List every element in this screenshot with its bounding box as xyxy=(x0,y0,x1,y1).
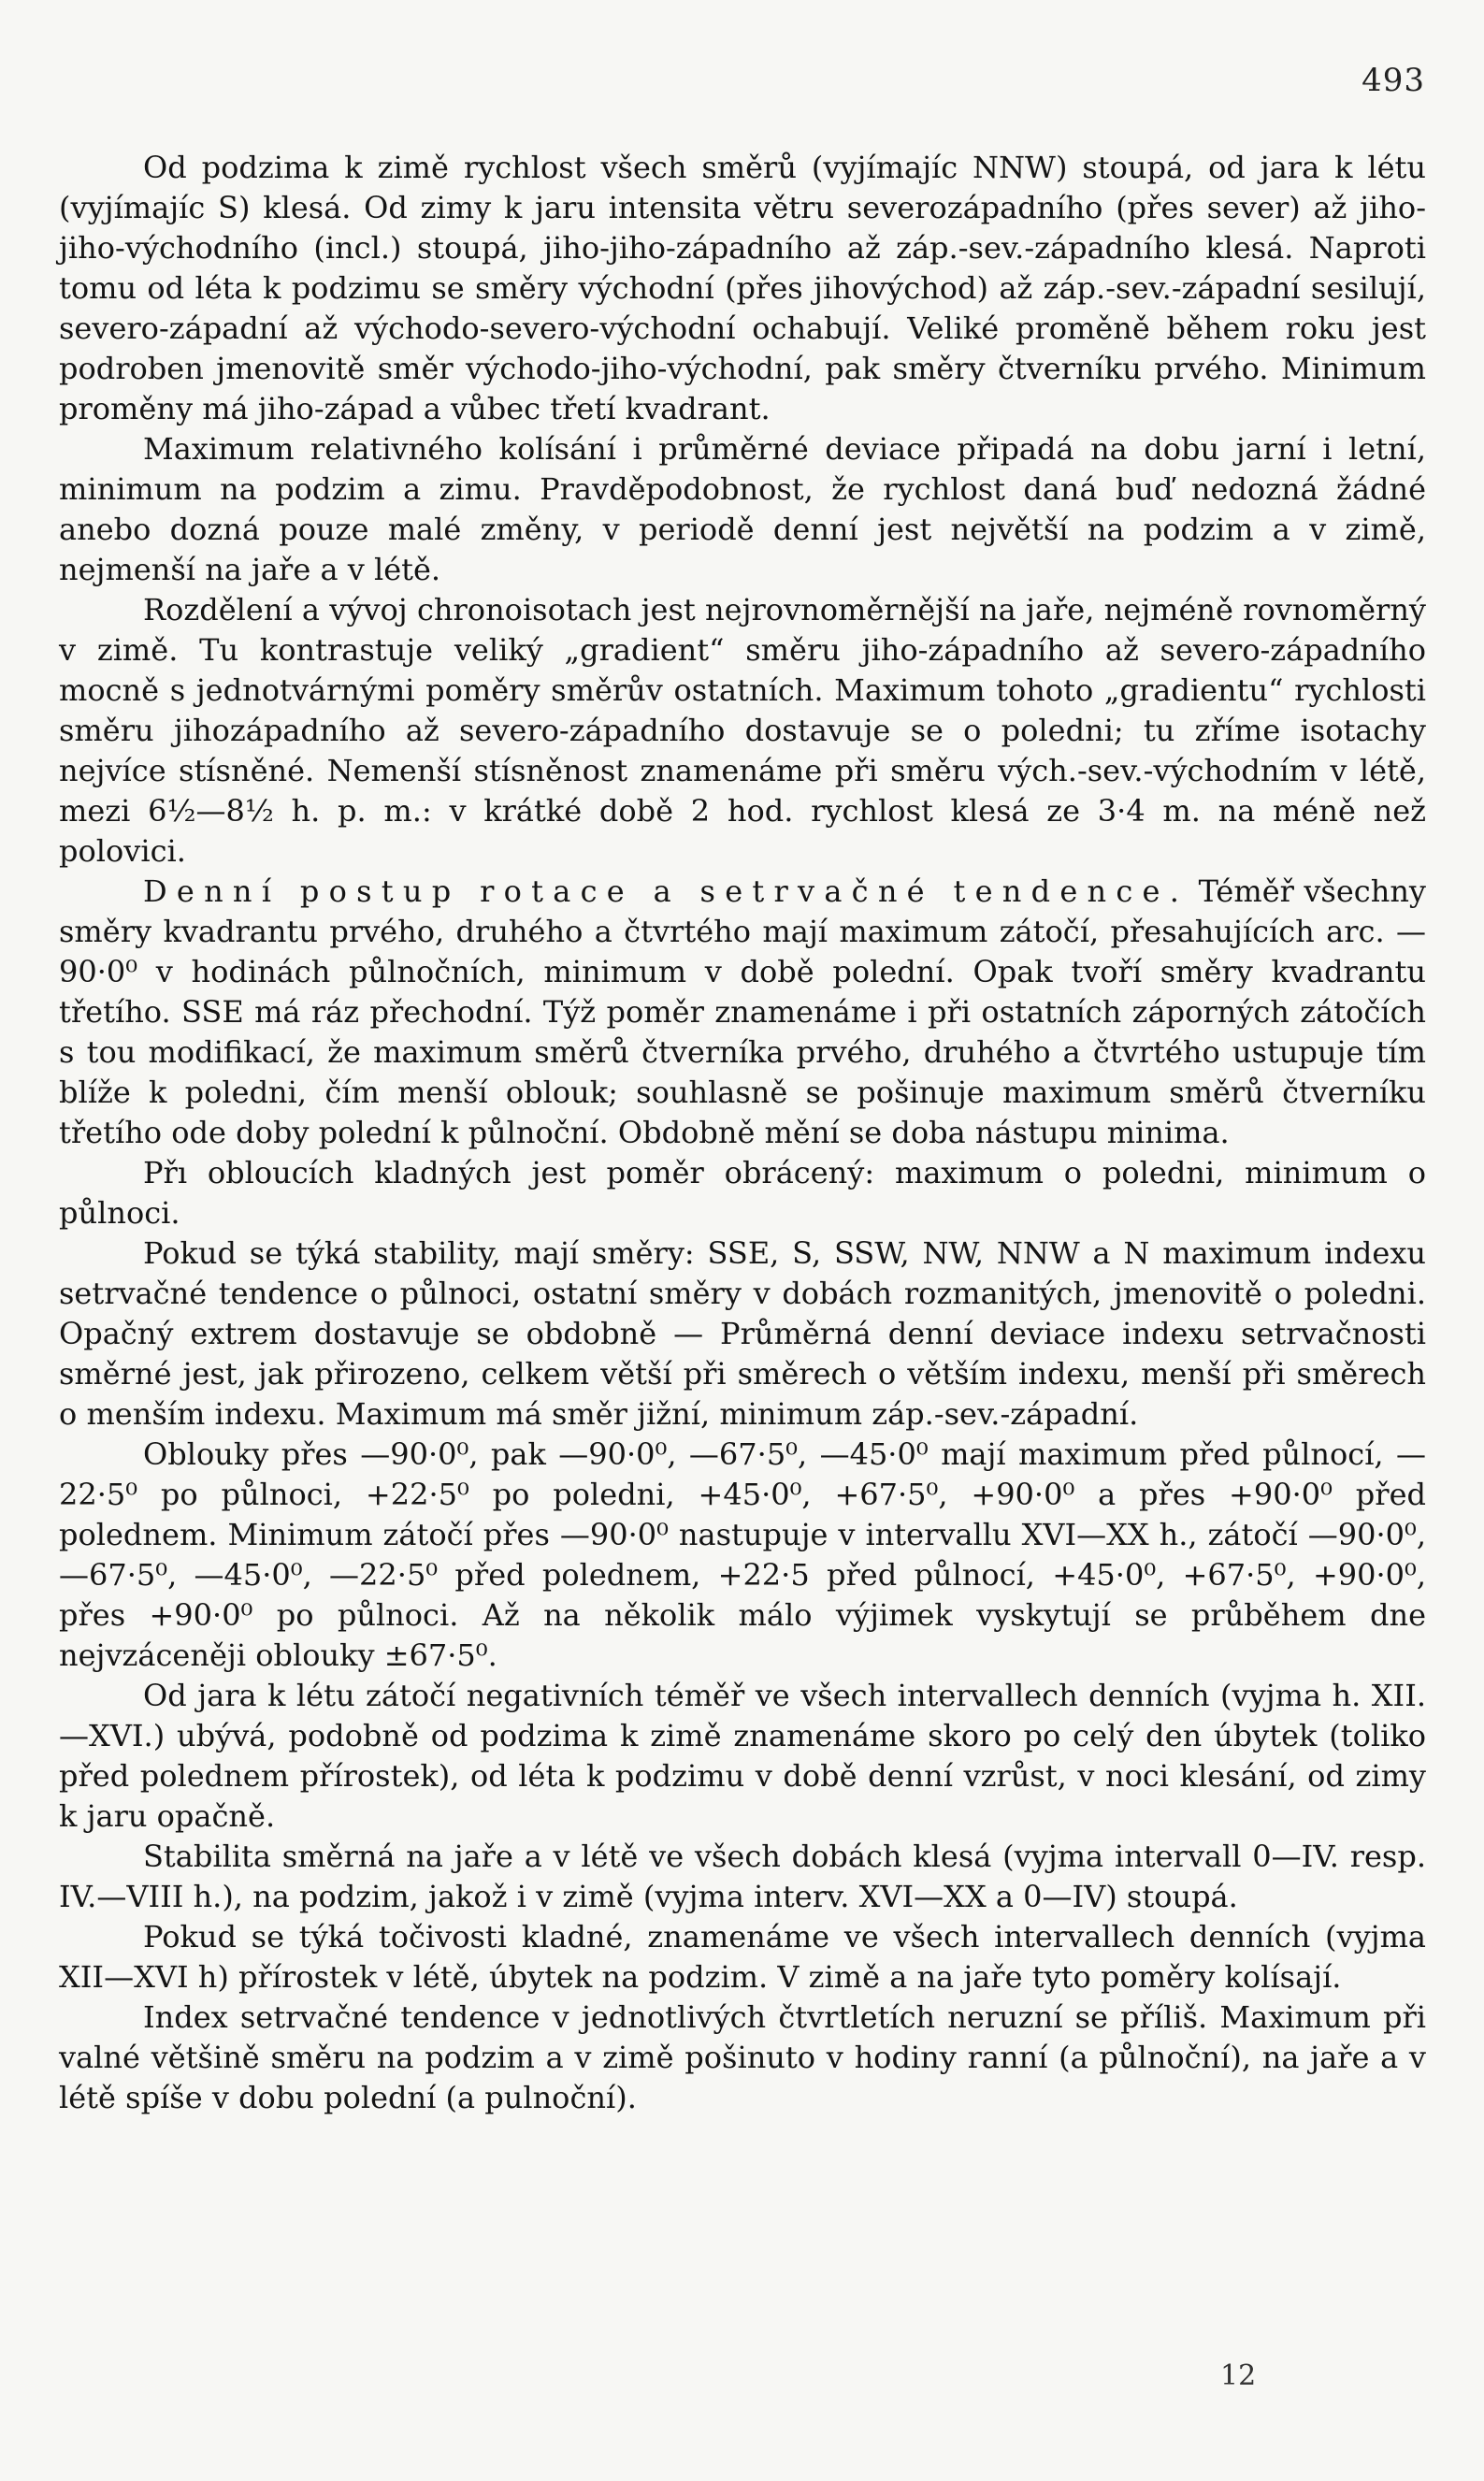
body-text xyxy=(59,148,1426,2118)
paragraph: Stabilita směrná na jaře a v létě ve všech dobách klesá (vyjma intervall 0—IV. resp. IV.—VIII h.), na podzim, jakož i v zimě (vyjma interv. XVI—XX a 0—IV) stoupá. xyxy=(59,1839,1426,1914)
section-heading: Denní postup rotace a setrvačné tendence. xyxy=(143,873,1189,909)
rotation-paragraph xyxy=(59,872,1426,1153)
printer-signature-mark: 12 xyxy=(1220,2359,1257,2392)
rotation-text: Téměř všechny směry kvadrantu prvého, druhého a čtvrtého mají maximum zátočí, přesahujících arc. — 90·0⁰ v hodinách půlnočních, minimum v době polední. Opak tvoří směry kvadrantu třetího. SSE má ráz přechodní. Týž poměr znamenáme i při ostatních záporných zátočích s tou modifikací, že maximum směrů čtverníka prvého, druhého a čtvrtého ustupuje tím blíže k poledni, čím menší oblouk; souhlasně se pošinuje maximum směrů čtverníku třetího ode doby polední k půlnoční. Obdobně mění se doba nástupu minima. xyxy=(59,873,1427,1150)
paragraph: Rozdělení a vývoj chronoisotach jest nejrovnoměrnější na jaře, nejméně rovnoměrný v zimě. Tu kontrastuje veliký „gradient“ směru jiho-západního až severo-západního mocně s jednotvárnými poměry směrův ostatních. Maximum tohoto „gradientu“ rychlosti směru jihozápadního až severo-západního dostavuje se o poledni; tu zříme isotachy nejvíce stísněné. Nemenší stísněnost znamenáme při směru vých.-sev.-východním v létě, mezi 6½—8½ h. p. m.: v krátké době 2 hod. rychlost klesá ze 3·4 m. na méně než polovici. xyxy=(59,592,1426,869)
paragraph: Maximum relativného kolísání i průměrné deviace připadá na dobu jarní i letní, minimum na podzim a zimu. Pravděpodobnost, že rychlost daná buď nedozná žádné anebo dozná pouze malé změny, v periodě denní jest největší na podzim a v zimě, nejmenší na jaře a v létě. xyxy=(59,431,1426,587)
paragraph: Index setrvačné tendence v jednotlivých čtvrtletích neruzní se příliš. Maximum při valné většině směru na podzim a v zimě pošinuto v hodiny ranní (a půlnoční), na jaře a v létě spíše v dobu polední (a pulnoční). xyxy=(59,1999,1426,2115)
paragraph: Pokud se týká točivosti kladné, znamenáme ve všech intervallech denních (vyjma XII—XVI h) přírostek v létě, úbytek na podzim. V zimě a na jaře tyto poměry kolísají. xyxy=(59,1919,1426,1995)
paragraph: Přı obloucích kladných jest poměr obrácený: maximum o poledni, minimum o půlnoci. xyxy=(59,1155,1426,1231)
paragraph: Od podzima k zimě rychlost všech směrů (vyjímajíc NNW) stoupá, od jara k létu (vyjímajíc S) klesá. Od zimy k jaru intensita větru severozápadního (přes sever) až jiho-jiho-východního (incl.) stoupá, jiho-jiho-západního až záp.-sev.-západního klesá. Naproti tomu od léta k podzimu se směry východní (přes jihovýchod) až záp.-sev.-západní sesilují, severo-západní až východo-severo-východní ochabují. Veliké proměně během roku jest podroben jmenovitě směr východo-jiho-východní, pak směry čtverníku prvého. Minimum proměny má jiho-západ a vůbec třetí kvadrant. xyxy=(59,150,1426,426)
paragraph: Od jara k létu zátočí negativních téměř ve všech intervallech denních (vyjma h. XII.—XVI.) ubývá, podobně od podzima k zimě znamenáme skoro po celý den úbytek (toliko před polednem přírostek), od léta k podzimu v době denní vzrůst, v noci klesání, od zimy k jaru opačně. xyxy=(59,1678,1426,1834)
page-number: 493 xyxy=(1362,62,1425,99)
paragraph: Oblouky přes —90·0⁰, pak —90·0⁰, —67·5⁰, —45·0⁰ mají maximum před půlnocí, —22·5⁰ po půlnoci, +22·5⁰ po poledni, +45·0⁰, +67·5⁰, +90·0⁰ a přes +90·0⁰ před polednem. Minimum zátočí přes —90·0⁰ nastupuje v intervallu XVI—XX h., zátočí —90·0⁰, —67·5⁰, —45·0⁰, —22·5⁰ před polednem, +22·5 před půlnocí, +45·0⁰, +67·5⁰, +90·0⁰, přes +90·0⁰ po půlnoci. Až na několik málo výjimek vyskytují se průběhem dne nejvzáceněji oblouky ±67·5⁰. xyxy=(59,1436,1426,1673)
paragraph: Pokud se týká stability, mají směry: SSE, S, SSW, NW, NNW a N maximum indexu setrvačné tendence o půlnoci, ostatní směry v dobách rozmanitých, jmenovitě o poledni. Opačný extrem dostavuje se obdobně — Průměrná denní deviace indexu setrvačnosti směrné jest, jak přirozeno, celkem větší při směrech o větším indexu, menší při směrech o menším indexu. Maximum má směr jižní, minimum záp.-sev.-západní. xyxy=(59,1235,1426,1432)
